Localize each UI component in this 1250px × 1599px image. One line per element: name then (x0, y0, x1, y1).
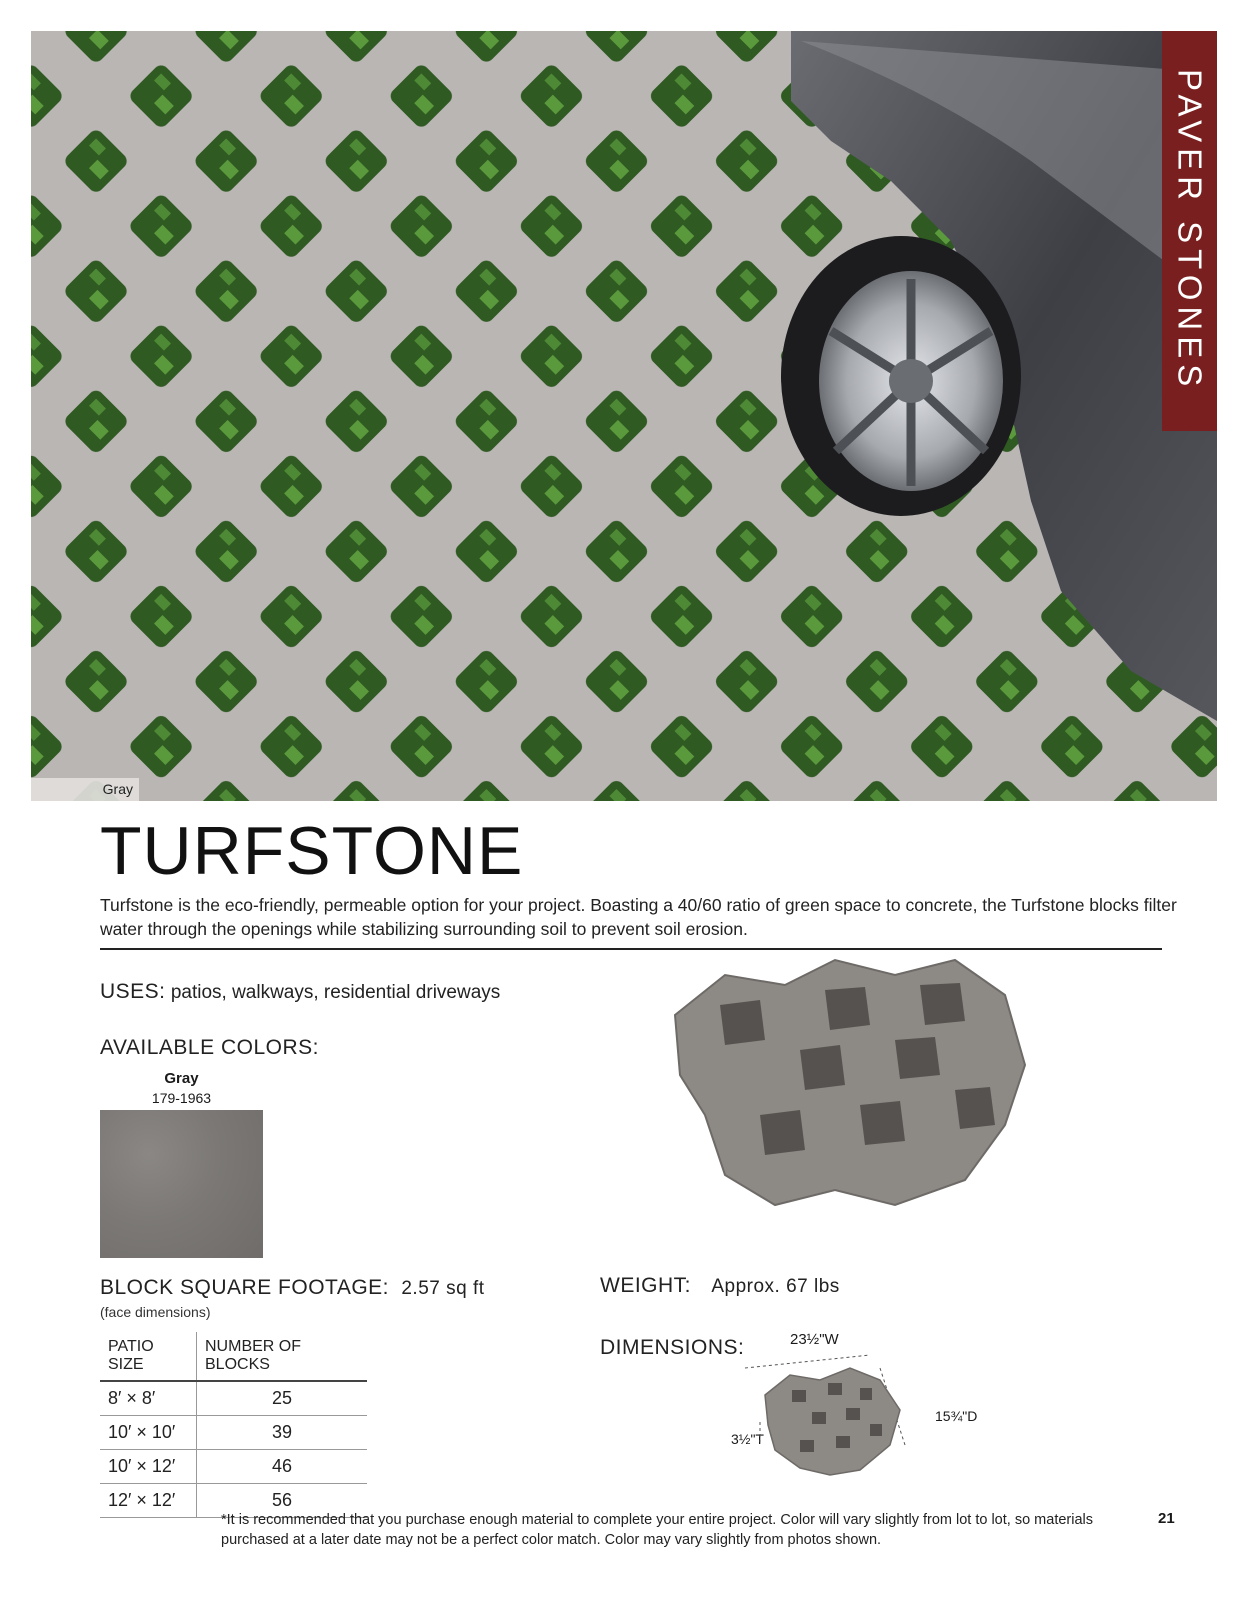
block-count-cell: 25 (197, 1381, 368, 1416)
block-count-cell: 56 (197, 1484, 368, 1518)
dimensions-label: DIMENSIONS: (600, 1336, 745, 1359)
swatch-name: Gray (164, 1070, 199, 1087)
hero-color-caption: Gray (31, 778, 139, 801)
weight-label: WEIGHT: (600, 1274, 691, 1297)
block-square-footage (100, 1276, 485, 1300)
patio-size-cell: 10′ × 10′ (100, 1416, 197, 1450)
section-tab-label: PAVER STONES (1171, 69, 1209, 393)
dimension-depth: 15¾"D (935, 1408, 978, 1424)
patio-size-cell: 8′ × 8′ (100, 1381, 197, 1416)
sqft-note: (face dimensions) (100, 1304, 211, 1320)
weight-value: Approx. 67 lbs (711, 1276, 840, 1297)
page-number: 21 (1158, 1510, 1175, 1527)
divider (100, 948, 1162, 950)
dimension-thickness: 3½"T (731, 1431, 764, 1447)
available-colors-label: AVAILABLE COLORS: (100, 1036, 319, 1059)
uses-value: patios, walkways, residential driveways (170, 982, 501, 1003)
turfstone-photo-illustration (31, 31, 1217, 801)
color-swatch-gray (100, 1110, 263, 1258)
footnote: *It is recommended that you purchase enough material to complete your entire project. Color will vary slightly from lot to lot, so materials purchased at a later date may not be a perfect color match. Color may vary slightly from photos shown. (221, 1512, 1093, 1548)
product-title: TURFSTONE (100, 813, 524, 889)
turfstone-block-illustration (665, 955, 1045, 1215)
dimension-width: 23½"W (790, 1331, 839, 1348)
product-description: Turfstone is the eco-friendly, permeable option for your project. Boasting a 40/60 ratio of green space to concrete, the Turfstone blocks filter water through the openings while stabilizing surrounding soil to prevent soil erosion. (100, 895, 1177, 939)
patio-size-cell: 12′ × 12′ (100, 1484, 197, 1518)
table-header-row (100, 1332, 367, 1381)
col-patio-size: PATIO SIZE (100, 1332, 197, 1381)
table-row (100, 1450, 367, 1484)
weight-line (600, 1274, 840, 1298)
sqft-value: 2.57 sq ft (401, 1278, 485, 1299)
col-number-of-blocks: NUMBER OF BLOCKS (197, 1332, 368, 1381)
dimension-diagram (740, 1350, 940, 1490)
section-tab (1162, 31, 1217, 431)
uses-line (100, 980, 500, 1004)
hero-photo (31, 31, 1217, 801)
patio-size-table (100, 1332, 367, 1518)
sqft-label: BLOCK SQUARE FOOTAGE: (100, 1276, 389, 1299)
block-count-cell: 39 (197, 1416, 368, 1450)
block-count-cell: 46 (197, 1450, 368, 1484)
swatch-code: 179-1963 (151, 1090, 212, 1106)
uses-label: USES: (100, 980, 166, 1003)
patio-size-cell: 10′ × 12′ (100, 1450, 197, 1484)
table-row (100, 1416, 367, 1450)
table-row (100, 1381, 367, 1416)
